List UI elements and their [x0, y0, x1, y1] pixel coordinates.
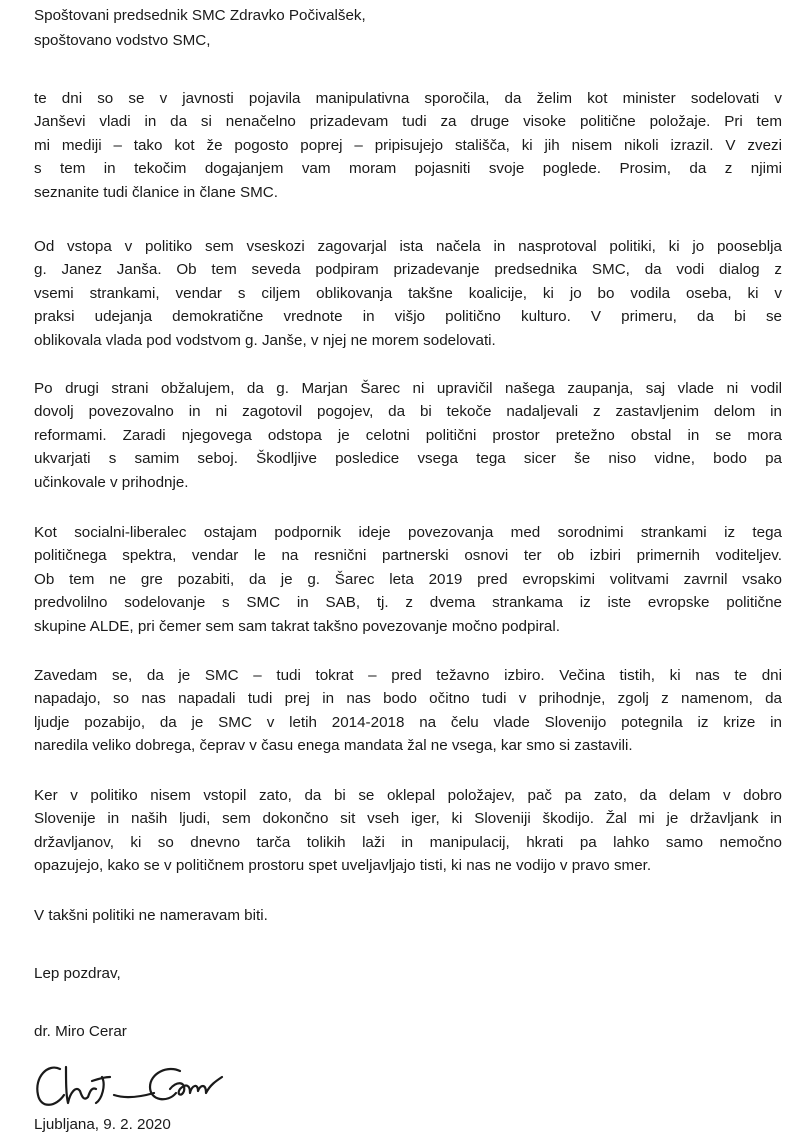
- paragraph-line: Po drugi strani obžalujem, da g. Marjan Šarec ni upravičil našega zaupanja, saj vlade ni vodil: [34, 380, 782, 397]
- paragraph-line: vsemi strankami, vendar s ciljem oblikovanja takšne koalicije, ki jo bo vodila oseba, ki v: [34, 284, 782, 302]
- paragraph-6: [34, 784, 782, 878]
- paragraph-3: [34, 377, 782, 494]
- paragraph-line: Ker v politiko nisem vstopil zato, da bi se oklepal položajev, pač pa zato, da delam v dobro: [34, 787, 782, 804]
- place-and-date: Ljubljana, 9. 2. 2020: [34, 1116, 171, 1133]
- paragraph-line: Zavedam se, da je SMC – tudi tokrat – pred težavno izbiro. Večina tistih, ki nas te dni: [34, 667, 782, 684]
- paragraph-1: [34, 87, 782, 204]
- paragraph-line: s tem in tekočim dogajanjem vam moram pojasniti svoje poglede. Prosim, da z njimi: [34, 160, 782, 178]
- closing-statement: V takšni politiki ne nameravam biti.: [34, 907, 268, 924]
- handwritten-signature: [30, 1055, 230, 1119]
- paragraph-line: Od vstopa v politiko sem vseskozi zagovarjal ista načela in nasprotoval politiki, ki jo poosebljа: [34, 238, 782, 255]
- regards: Lep pozdrav,: [34, 965, 121, 982]
- paragraph-line: seznanite tudi članice in člane SMC.: [34, 183, 278, 201]
- paragraph-line: dovolj povezovalno in ni zagotovil pogojev, da bi tekoče nadaljevali z zastavljenim delom in: [34, 403, 782, 421]
- paragraph-line: ljudje pozabijo, da je SMC v letih 2014-2018 na čelu vlade Slovenijo potegnila iz krize in: [34, 713, 782, 731]
- paragraph-line: Slovenije in naših ljudi, sem dokončno sit vseh iger, ki Sloveniji škodijo. Žal mi je državljank in: [34, 810, 782, 828]
- paragraph-line: reformami. Zaradi njegovega odstopa je celotni politični prostor pretežno obstal in se mora: [34, 426, 782, 444]
- paragraph-line: državljanov, ki so dnevno tarča tolikih laži in manipulacij, hkrati pa lahko samo nemočno: [34, 833, 782, 851]
- greeting-line-1: Spoštovani predsednik SMC Zdravko Počivalšek,: [34, 7, 366, 24]
- signer-name: dr. Miro Cerar: [34, 1023, 127, 1040]
- paragraph-line: učinkovale v prihodnje.: [34, 473, 189, 491]
- paragraph-4: [34, 521, 782, 638]
- signature-scribble: [30, 1055, 230, 1119]
- paragraph-5: [34, 664, 782, 758]
- paragraph-line: naredila veliko dobrega, čeprav v času enega mandata žal ne vsega, kar smo si zastavili.: [34, 737, 633, 755]
- paragraph-line: ukvarjati s samim seboj. Škodljive posledice vsega tega sicer še niso vidne, bodo pa: [34, 450, 782, 468]
- greeting-line-2: spoštovano vodstvo SMC,: [34, 31, 211, 49]
- paragraph-line: skupine ALDE, pri čemer sem sam takrat takšno povezovanje močno podpiral.: [34, 617, 560, 635]
- paragraph-line: Ob tem ne gre pozabiti, da je g. Šarec leta 2019 pred evropskimi volitvami zavrnil vsako: [34, 570, 782, 588]
- paragraph-line: Janševi vladi in da si nenačelno prizadevam tudi za druge visoke politične položaje. Pri tem: [34, 113, 782, 131]
- paragraph-line: praksi udejanja demokratične vrednote in višjo politično kulturo. V primeru, da bi se: [34, 308, 782, 326]
- paragraph-line: opazujejo, kako se v političnem prostoru spet uveljavljajo tisti, ki nas ne vodijo v pravo smer.: [34, 857, 652, 875]
- paragraph-line: političnega spektra, vendar le na resnični partnerski osnovi ter ob izbiri primernih voditeljev.: [34, 547, 782, 565]
- paragraph-line: oblikovala vlada pod vodstvom g. Janše, v njej ne morem sodelovati.: [34, 331, 496, 349]
- paragraph-line: Kot socialni-liberalec ostajam podpornik ideje povezovanja med sorodnimi strankami iz tega: [34, 524, 782, 541]
- paragraph-line: mi mediji – tako kot že pogosto poprej – pripisujejo stališča, ki jih nisem nikoli izrazil. V zvezi: [34, 136, 782, 154]
- paragraph-line: te dni so se v javnosti pojavila manipulativna sporočila, da želim kot minister sodelovati v: [34, 90, 782, 107]
- greeting: [34, 4, 794, 53]
- paragraph-line: napadajo, so nas napadali tudi prej in nas bodo očitno tudi v prihodnje, zgolj z namenom, da: [34, 690, 782, 708]
- paragraph-line: g. Janez Janša. Ob tem seveda podpiram prizadevanje predsednika SMC, da vodi dialog z: [34, 261, 782, 279]
- paragraph-2: [34, 235, 782, 352]
- paragraph-line: predvolilno sodelovanje s SMC in SAB, tj. z dvema strankama iz iste evropske politične: [34, 594, 782, 612]
